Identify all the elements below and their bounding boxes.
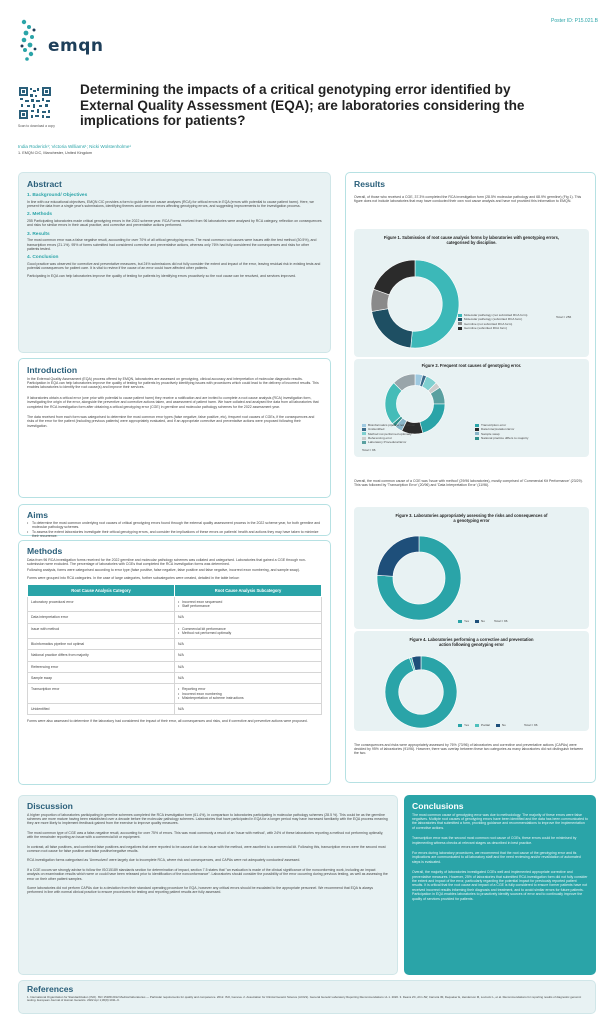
rca-subcategory-cell	[175, 596, 322, 612]
legend-label: National practice differs to majority	[481, 435, 529, 440]
legend-item	[458, 619, 469, 623]
figure-4	[354, 631, 589, 731]
discussion-paragraph: Some laboratories did not perform CAPAs due to a deviation from their standard operating procedure for EQA, however any critical errors should be escalated to the appropriate personnel. We recommend that EQA is always performed in line with normal clinical practice to ensure procedures for testing and reporting patient results are fully assessed.	[27, 885, 373, 895]
rca-subcategory-cell	[175, 684, 322, 704]
figure-3-total: Total = 96	[494, 619, 508, 623]
rca-subcategory-cell: N/A	[175, 612, 322, 623]
abstract-background-text: In line with our educational objectives, EMQN CIC provides a form to guide the root cause analyses (RCA) for critical errors in EQA (errors with potential to cause patient harm). Here, we present the data from a single year's submissions, identifying themes and common errors affecting genotyping errors, and suggesting improvements to the investigation process.	[27, 199, 314, 208]
abstract-heading: Abstract	[27, 179, 62, 189]
discussion-paragraph: RCA investigation forms categorised as 'Unresolved' were largely due to incomplete RCA, where risk and consequences, and CAPAs were not adequately conducted/ assessed.	[27, 858, 301, 863]
rca-subcategory-cell: N/A	[175, 704, 322, 715]
donut-slice	[411, 260, 459, 348]
rca-subcategory-item: • Incorrect exon numbering	[178, 692, 318, 696]
table-row	[28, 650, 322, 661]
legend-label: Transcription error	[481, 423, 507, 427]
rca-subcategory-item: • Commercial kit performance	[178, 627, 318, 631]
figure-1-legend	[458, 313, 527, 330]
figure-4-title: Figure 4. Laboratories performing a corrective and preventation action following genotyping error	[409, 637, 534, 647]
affiliation: 1. EMQN CIC, Manchester, United Kingdom	[18, 151, 93, 155]
legend-label: No	[501, 723, 506, 727]
figure-4-donut-chart	[384, 655, 458, 729]
references-panel	[18, 980, 596, 1014]
results-paragraph: Overall, the most common cause of a CGE was 'Issue with method' (29/96 laboratories), mostly comprised of 'Commercial Kit Performance' (23/29). This was followed by 'Transcription Error' (20/96) and 'Data Interpretation Error' (11/96).	[354, 478, 583, 487]
legend-item	[475, 436, 582, 440]
table-row	[28, 684, 322, 704]
logo-mark-icon	[18, 18, 48, 62]
results-panel	[345, 172, 596, 783]
aims-list	[27, 521, 322, 539]
figure-4-legend	[458, 723, 512, 727]
rca-category-cell: Laboratory procedural error	[28, 596, 175, 612]
rca-subcategory-cell: N/A	[175, 661, 322, 672]
table-row	[28, 623, 322, 639]
legend-swatch	[475, 620, 479, 623]
rca-subcategory-cell: N/A	[175, 639, 322, 650]
introduction-paragraph: The data received from each form was categorised to determine the most common error types (false negative, false positive, etc), frequent root causes of CGEs, if the consequences and risks of the error for the patient (including previous patients) were appropriately evaluated, and if an appropriate corrective and preventative actions were proposed following their investigation.	[27, 414, 315, 428]
legend-item	[496, 723, 506, 727]
qr-caption: Scan to download a copy	[18, 124, 55, 128]
abstract-panel	[18, 172, 331, 353]
legend-swatch	[458, 322, 462, 325]
figure-3	[354, 507, 589, 629]
results-heading: Results	[354, 179, 386, 189]
legend-label: Molecular pathology (submitted RCA form)	[464, 317, 523, 322]
legend-label: Sample swap	[481, 431, 500, 436]
legend-swatch	[475, 437, 479, 440]
rca-category-cell: Issue with method	[28, 623, 175, 639]
legend-swatch	[458, 314, 462, 317]
rca-category-cell: Bioinformatics pipeline not optimal	[28, 639, 175, 650]
table-row	[28, 596, 322, 612]
figure-2-legend	[362, 423, 582, 444]
references-heading: References	[27, 984, 74, 994]
aims-heading: Aims	[27, 510, 49, 520]
discussion-paragraph: If a CGE occurs we strongly advise to follow the ISO15189 standards section for determination of impact, section 7.5 states that "an evaluation is made of the clinical significance of the nonconforming work, including an impact analysis on examination results which were or could have been released prior to identification of the nonconformance". Laboratories should consider the possibility of the error occurring during previous testing, as well as assessing the error on their other patient samples.	[27, 867, 388, 881]
conclusions-paragraph: The most common cause of genotyping error was due to methodology. The majority of these errors were false negatives. Multiple root causes of genotyping errors have been identified and the data has been communicated to the laboratories that submitted a form, providing guidance and recommendations to improve the implementation of corrective actions.	[412, 812, 588, 830]
methods-paragraph: Forms were grouped into RCA categories. In the case of large categories, further subcategories were created, detailed in the table below:	[27, 576, 240, 581]
table-row	[28, 661, 322, 672]
aims-panel	[18, 504, 331, 539]
figure-2-total: Total = 96	[362, 448, 376, 452]
rca-subcategory-cell: N/A	[175, 650, 322, 661]
figure-3-title: Figure 3. Laboratories appropriately assessing the risks and consequences of a genotyping error	[395, 513, 548, 523]
poster-id: Poster ID: P15.021.B	[551, 18, 598, 24]
figure-1-donut-chart	[370, 259, 460, 349]
discussion-paragraph: A higher proportion of laboratories participating in germline schemes completed the RCA investigation form (61.4%), in comparison to laboratories participating in molecular pathology schemes (28.5 %). This could be as the germline schemes are more mature having been established over a decade before the molecular pathology schemes. Laboratories that have participated in EQA for a longer period may have increased familiarity with the EQA process meaning they are more likely to implement feedback gained from the exercise to improve quality measures.	[27, 812, 388, 826]
legend-swatch	[362, 432, 366, 435]
abstract-conclusion-heading: 4. Conclusion	[27, 255, 59, 261]
rca-category-cell: Sample swap	[28, 673, 175, 684]
figure-1-title: Figure 1. Submission of root cause analysis forms by laboratories with genotyping errors, categorised by discipline.	[383, 235, 560, 245]
abstract-conclusion-text: Good practice was observed for corrective and preventative measures, but 24% submissions did not fully consider the extent and impact of the error, leaving residual risk in existing tests and potential consequences for patient care. It is vital to review if the cause of an error could have affected other patients.	[27, 261, 321, 271]
introduction-paragraph: If laboratories obtain a critical error (one prior with potential to cause patient harm) they receive a notification and are invited to complete a root cause analysis (RCA) investigation form, investigating the origin of the error, alongside the preventive and corrective actions taken, and assessment of patient harm. We have collated and analysed the data from all laboratories that completed the RCA investigation form after obtaining a critical genotyping error (CGE) in germline and molecular pathology schemes for the 2022 assessment year.	[27, 395, 319, 409]
figure-1	[354, 229, 589, 357]
discussion-panel	[18, 795, 398, 975]
conclusions-paragraph: Overall, the majority of laboratories investigated CGEs well and implemented appropriate corrective and preventative measures. However, 25% of laboratories that submitted RCA investigation form did not fully consider the extent and impact of the error, particularly regarding the potential impact for previously reported patient results. It is critical that the root cause and impact of a CGE is fully considered to ensure former patients have not received incorrect results informing their diagnosis and treatment, and to avoid similar errors for future patients. Participation in EQA enables laboratories to proactively identify sources of error and to continually improve the quality of services provided for patients.	[412, 870, 588, 901]
legend-label: Referencing error	[368, 435, 393, 440]
legend-label: Laboratory Procedural Error	[368, 440, 407, 445]
abstract-results-heading: 3. Results	[27, 231, 50, 237]
legend-label: Molecular pathology (not submitted RCA form)	[464, 313, 528, 317]
figure-3-donut-chart	[376, 535, 462, 621]
rca-category-cell: Referencing error	[28, 661, 175, 672]
legend-label: Unidentified	[368, 427, 385, 432]
figure-2	[354, 359, 589, 457]
rca-category-cell: Transcription error	[28, 684, 175, 704]
abstract-methods-text: 255 Participating laboratories made critical genotyping errors in the 2022 scheme year. RCA Forms received from 96 laboratories were analysed by RCA category, reflection on consequences and risks for similar errors in their usual practice, and corrective and preventative actions performed.	[27, 218, 322, 228]
aims-item: • To assess the extent laboratories investigate their critical genotyping errors, and consider the implications of these errors on patients' health and actions they may have taken to minimize their recurrence.	[27, 530, 322, 539]
table-header: Root Cause Analysis Category	[28, 584, 175, 596]
discussion-heading: Discussion	[27, 801, 73, 811]
conclusions-heading: Conclusions	[412, 801, 464, 811]
introduction-heading: Introduction	[27, 365, 78, 375]
legend-swatch	[475, 724, 479, 727]
emqn-logo	[18, 18, 104, 62]
legend-swatch	[362, 437, 366, 440]
figure-3-legend	[458, 619, 491, 623]
rca-category-table	[27, 584, 322, 716]
rca-subcategory-item: • Staff performance	[178, 604, 318, 608]
authors: India Roderick¹; Victoria Williams¹; Nicki Wolstenholme¹	[18, 144, 131, 149]
legend-swatch	[362, 441, 366, 444]
legend-label: Partial	[481, 723, 490, 727]
methods-paragraph: Following analysis, forms were categorised according to error type (false positive, false negative, false positive and false negative, incorrect exon numbering, and sample swap).	[27, 567, 300, 572]
conclusions-paragraph: For errors during laboratory procedures, we recommend that the root cause of the genotyping error and its implications are communicated to all laboratory staff and the need reviewing and/or revalidation of automated steps is evaluated.	[412, 850, 581, 864]
legend-swatch	[475, 428, 479, 431]
abstract-conclusion-text-2: Participating in EQA can help laboratories improve the quality of testing for patients by identifying errors proactively so the root cause can be resolved, and services improved.	[27, 273, 297, 278]
abstract-background-heading: 1. Background/ Objectives	[27, 193, 88, 198]
legend-item	[458, 326, 527, 330]
donut-slice	[372, 309, 413, 348]
legend-label: Method not performed optimally	[368, 431, 412, 436]
legend-item	[475, 619, 485, 623]
legend-swatch	[458, 318, 462, 321]
conclusions-panel	[404, 795, 596, 975]
legend-label: Yes	[464, 619, 470, 623]
legend-swatch	[475, 424, 479, 427]
table-row	[28, 704, 322, 715]
methods-paragraph: Data from 96 RCA investigation forms received for the 2022 germline and molecular pathology schemes was collated and categorised. Laboratories that gained a CGE through non-submission were excluded. The percentage of laboratories with CGEs that completed the RCA investigation forms was determined.	[27, 557, 306, 566]
rca-subcategory-item: • Misinterpretation of scheme instructions	[178, 696, 318, 700]
legend-label: Germline (not submitted RCA form)	[464, 321, 513, 326]
table-row	[28, 612, 322, 623]
abstract-methods-heading: 2. Methods	[27, 212, 53, 218]
legend-swatch	[496, 724, 500, 727]
table-row	[28, 673, 322, 684]
legend-label: No	[481, 619, 486, 623]
qr-code[interactable]	[18, 86, 52, 120]
legend-swatch	[362, 424, 366, 427]
discussion-paragraph: In contrast, all false positives, and combined false positives and negatives that were reported to be caused due to an issue with the method, were ascribed to a commercial kit. Following this, transcription errors were the second most common root cause for false positive and false positive/negative results.	[27, 844, 386, 853]
rca-category-cell: Unidentified	[28, 704, 175, 715]
table-header: Root Cause Analysis Subcategory	[175, 584, 322, 596]
legend-label: Bioinformatics pipeline not optimal	[368, 423, 415, 427]
legend-label: Data Interpretation Error	[481, 427, 515, 432]
legend-swatch	[458, 620, 462, 623]
donut-slice	[374, 260, 415, 295]
rca-subcategory-cell	[175, 623, 322, 639]
results-paragraph: The consequences and risks were appropriately assessed by 76% (73/96) of laboratories and corrective and preventative actions (CAPAs) were decided by 95% of laboratories (91/96). However, there was overlap between these two categories as many laboratories did not distinguish between the two.	[354, 742, 584, 756]
abstract-results-text: The most common error was a false negative result, accounting for over 70% of all critical genotyping errors. The most common root causes were issues with the test method (30.5%), and transcription errors (21.1%). 95% of forms submitted had considered corrective and preventative actions, whereas only 76% had fully considered the consequences and risks for other patients tested.	[27, 238, 317, 251]
references-text: 1. International Organization for Standardization (ISO). ISO 15189:2012 Medical laboratories — Particular requirements for quality and competence. 2012. ISO, Geneva. 2. Association for Clinical Genetic Science (ACGS). General Genetic Laboratory Reporting Recommendations v1.1. 2020. 3. Deans ZC, Ahn JW, Carreira IM, Dequeker E, Henderson M, Lovrecic L, et al. Recommendations for reporting results of diagnostic genomic testing. European Journal of Human Genetics. 2022 Apr 1;30(9):1011–6.	[27, 994, 582, 1003]
figure-4-total: Total = 96	[524, 723, 538, 727]
legend-swatch	[362, 428, 366, 431]
rca-subcategory-item: • Reporting error	[178, 687, 318, 691]
legend-label: Yes	[464, 723, 470, 727]
figure-1-total: Total = 256	[556, 315, 572, 319]
legend-item	[458, 723, 469, 727]
figure-2-title: Figure 2. Frequent root causes of genotyping error.	[421, 363, 522, 368]
poster-title: Determining the impacts of a critical genotyping error identified by External Quality Assessment (EQA); are laboratories considering the implications for patients?	[80, 82, 525, 129]
donut-slice	[377, 536, 419, 576]
rca-subcategory-item: • Method not performed optimally	[178, 631, 318, 635]
table-row	[28, 639, 322, 650]
rca-category-cell: National practice differs from majority	[28, 650, 175, 661]
rca-subcategory-item: • Incorrect exon sequenced	[178, 600, 318, 604]
donut-slice	[385, 383, 402, 424]
rca-subcategory-cell: N/A	[175, 673, 322, 684]
legend-swatch	[475, 432, 479, 435]
conclusions-paragraph: Transcription error was the second most common root cause of CGEs, these errors could be minimised by implementing witness checks at relevant stages as described in best practice.	[412, 836, 577, 845]
legend-item	[362, 440, 469, 444]
rca-category-cell: Data interpretation error	[28, 612, 175, 623]
legend-swatch	[458, 327, 462, 330]
introduction-paragraph: In the External Quality Assessment (EQA) process offered by EMQN, laboratories are assessed on genotyping, clinical accuracy and interpretation of molecular diagnostic results. Participation in EQA can help laboratories improve the quality of testing for patients by proactively identifying issues with procedures which could lead to the delivery of incorrect results. This enables laboratories to identify the root cause(s) and improve their services.	[27, 376, 319, 390]
legend-label: Germline (submitted RCA form)	[464, 325, 508, 330]
methods-panel	[18, 540, 331, 785]
methods-paragraph: Forms were also assessed to determine if the laboratory had considered the impact of their error, all consequences and risks, and if corrective and preventive actions were proposed.	[27, 719, 308, 724]
legend-swatch	[458, 724, 462, 727]
methods-heading: Methods	[27, 546, 63, 556]
results-paragraph: Overall, of those who received a CGE, 37.3% completed the RCA investigation form (28.5% molecular pathology and 68.9% germline) (Fig 1). This figure does not include laboratories that may have conducted their own root cause analysis and have not provided this information to EMQN.	[354, 195, 582, 204]
introduction-panel	[18, 358, 331, 498]
legend-item	[475, 723, 490, 727]
discussion-paragraph: The most common type of CGE was a false-negative result, accounting for over 75% of errors. This was most commonly a result of an 'Issue with method', with 24% of these laboratories reporting a method not performing optimally, with the remainder reporting an issue with a commercial kit or equipment.	[27, 830, 384, 840]
aims-item: • To determine the most common underlying root causes of critical genotyping errors found through the external quality assessment process in the 2022 scheme year, for both germline and molecular pathology schemes.	[27, 521, 322, 530]
brand-name: emqn	[48, 36, 104, 56]
